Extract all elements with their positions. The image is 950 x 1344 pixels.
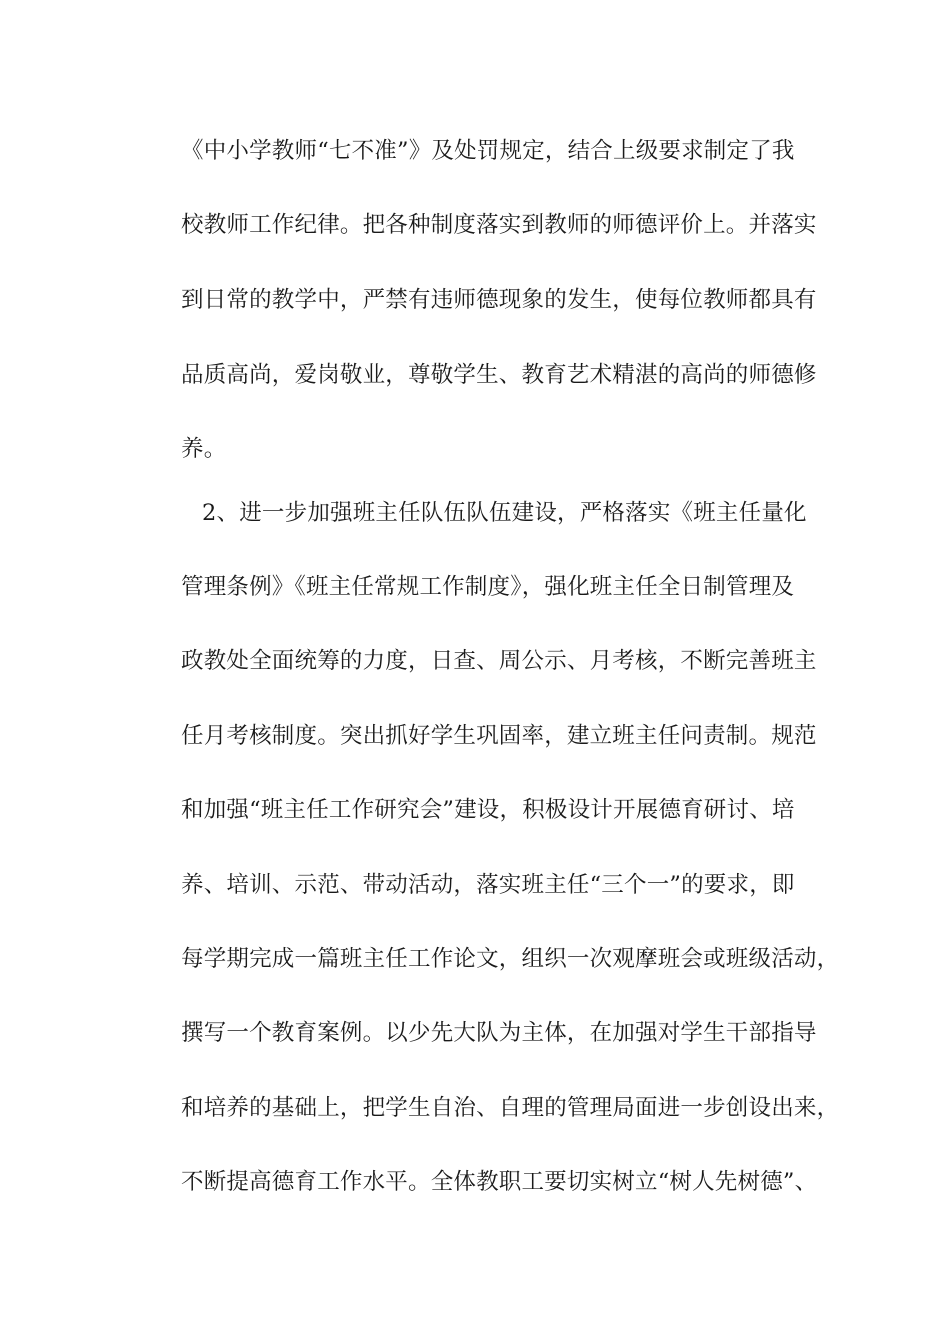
- text-line: 养。: [181, 436, 227, 462]
- text-line: 和加强“班主任工作研究会”建设，积极设计开展德育研讨、培: [181, 797, 795, 823]
- text-line: 到日常的教学中，严禁有违师德现象的发生，使每位教师都具有: [181, 287, 817, 313]
- paragraph-start-line: 2、进一步加强班主任队伍队伍建设，严格落实《班主任量化: [202, 500, 807, 526]
- text-line: 校教师工作纪律。把各种制度落实到教师的师德评价上。并落实: [181, 212, 817, 238]
- text-line: 任月考核制度。突出抓好学生巩固率，建立班主任问责制。规范: [181, 723, 817, 749]
- text-line: 品质高尚，爱岗敬业，尊敬学生、教育艺术精湛的高尚的师德修: [181, 362, 817, 388]
- text-line: 每学期完成一篇班主任工作论文，组织一次观摩班会或班级活动，: [181, 946, 840, 972]
- text-line: 养、培训、示范、带动活动，落实班主任“三个一”的要求，即: [181, 872, 795, 898]
- text-line: 管理条例》《班主任常规工作制度》，强化班主任全日制管理及: [181, 574, 795, 600]
- text-line: 《中小学教师“七不准”》及处罚规定，结合上级要求制定了我: [181, 138, 795, 164]
- text-line: 撰写一个教育案例。以少先大队为主体，在加强对学生干部指导: [181, 1020, 817, 1046]
- text-line: 不断提高德育工作水平。全体教职工要切实树立“树人先树德”、: [181, 1169, 818, 1195]
- text-line: 政教处全面统筹的力度，日查、周公示、月考核，不断完善班主: [181, 648, 817, 674]
- text-line: 和培养的基础上，把学生自治、自理的管理局面进一步创设出来，: [181, 1095, 840, 1121]
